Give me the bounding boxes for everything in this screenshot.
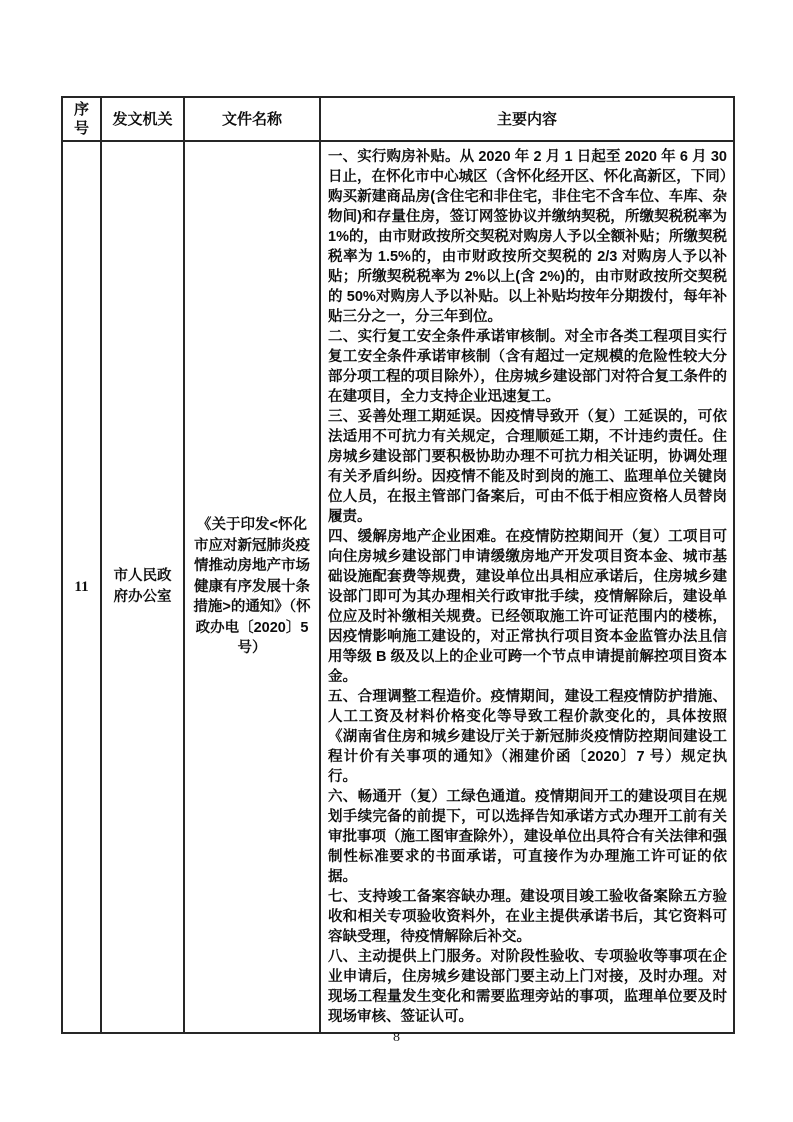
col-header-agency: 发文机关 [101,97,184,141]
content-paragraph: 八、主动提供上门服务。对阶段性验收、专项验收等事项在企业申请后，住房城乡建设部门要主动上门对接，及时办理。对现场工程量发生变化和需要监理旁站的事项，监理单位要及时现场审核、签证认可。 [328,949,727,1025]
content-paragraph: 七、支持竣工备案容缺办理。建设项目竣工验收备案除五方验收和相关专项验收资料外，在业主提供承诺书后，其它资料可容缺受理，待疫情解除后补交。 [328,889,727,945]
content-paragraph: 二、实行复工安全条件承诺审核制。对全市各类工程项目实行复工安全条件承诺审核制（含有超过一定规模的危险性较大分部分项工程的项目除外），住房城乡建设部门对符合复工条件的在建项目，全力支持企业迅速复工。 [328,329,727,405]
col-header-main-content: 主要内容 [320,97,734,141]
col-header-index: 序号 [62,97,101,141]
document-name-cell: 《关于印发<怀化市应对新冠肺炎疫情推动房地产市场健康有序发展十条措施>的通知》（怀政办电〔2020〕5 号） [184,141,320,1033]
issuing-agency-cell: 市人民政府办公室 [101,141,184,1033]
table-header-row [62,97,734,141]
page-number: 8 [393,1030,400,1045]
content-paragraph: 一、实行购房补贴。从 2020 年 2 月 1 日起至 2020 年 6 月 30 日止，在怀化市中心城区（含怀化经开区、怀化高新区，下同）购买新建商品房(含住宅和非住宅，非住宅不含车位、车库、杂物间)和存量住房，签订网签协议并缴纳契税，所缴契税税率为 1%的，由市财政按所交契税对购房人予以全额补贴；所缴契税税率为 1.5%的，由市财政按所交契税的 2/3 对购房人予以补贴；所缴契税税率为 2%以上(含 2%)的，由市财政按所交契税的 50%对购房人予以补贴。以上补贴均按年分期拨付，每年补贴三分之一，分三年到位。 [328,149,727,325]
row-index-cell: 11 [62,141,101,1033]
table-row [62,141,734,1033]
content-paragraph: 六、畅通开（复）工绿色通道。疫情期间开工的建设项目在规划手续完备的前提下，可以选择告知承诺方式办理开工前有关审批事项（施工图审查除外），建设单位出具符合有关法律和强制性标准要求的书面承诺，可直接作为办理施工许可证的依据。 [328,789,727,885]
content-paragraph: 四、缓解房地产企业困难。在疫情防控期间开（复）工项目可向住房城乡建设部门申请缓缴房地产开发项目资本金、城市基础设施配套费等规费，建设单位出具相应承诺后，住房城乡建设部门即可为其办理相关行政审批手续，疫情解除后，建设单位应及时补缴相关规费。已经领取施工许可证范围内的楼栋，因疫情影响施工建设的，对正常执行项目资本金监管办法且信用等级 B 级及以上的企业可跨一个节点申请提前解控项目资本金。 [328,529,727,685]
content-paragraph: 五、合理调整工程造价。疫情期间，建设工程疫情防护措施、人工工资及材料价格变化等导致工程价款变化的，具体按照《湖南省住房和城乡建设厅关于新冠肺炎疫情防控期间建设工程计价有关事项的通知》（湘建价函〔2020〕7 号）规定执行。 [328,689,727,785]
content-paragraph: 三、妥善处理工期延误。因疫情导致开（复）工延误的，可依法适用不可抗力有关规定，合理顺延工期，不计违约责任。住房城乡建设部门要积极协助办理不可抗力相关证明，协调处理有关矛盾纠纷。因疫情不能及时到岗的施工、监理单位关键岗位人员，在报主管部门备案后，可由不低于相应资格人员替岗履责。 [328,409,727,525]
col-header-document-name: 文件名称 [184,97,320,141]
measures-table [61,96,735,1034]
main-content-cell [320,141,734,1033]
